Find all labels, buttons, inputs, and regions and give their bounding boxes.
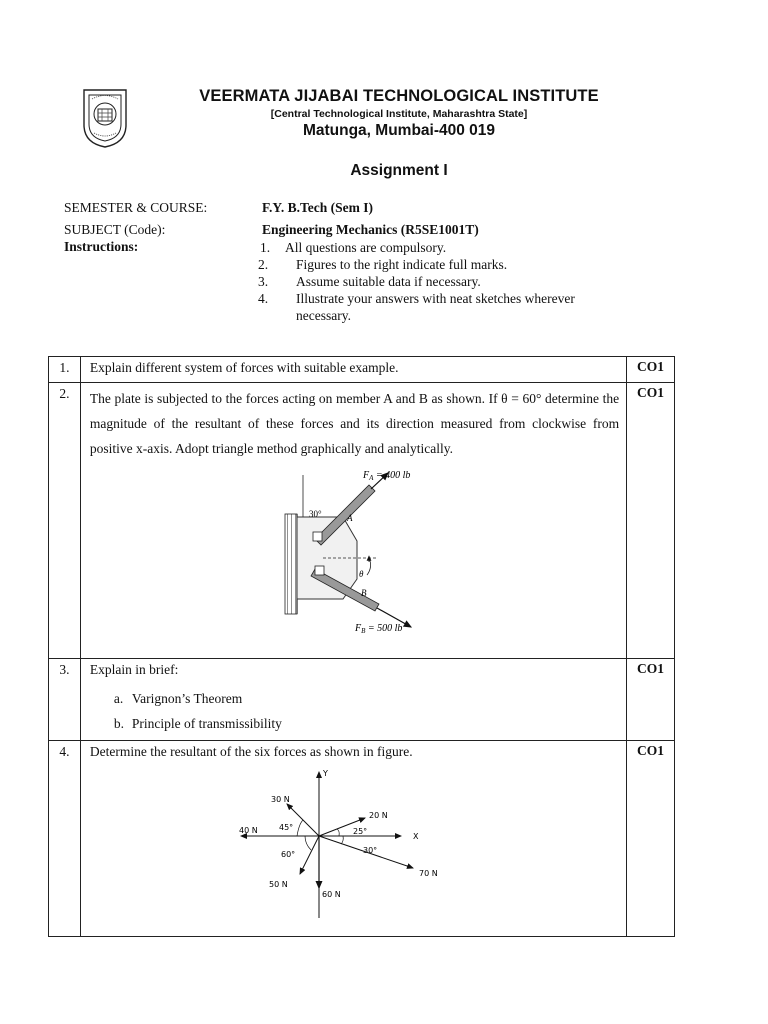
- instructions-label: Instructions:: [64, 239, 139, 254]
- member-b-label: B: [360, 588, 367, 598]
- subject-value: Engineering Mechanics (R5SE1001T): [262, 222, 479, 237]
- plate-forces-figure: [275, 469, 465, 634]
- question-number: 3.: [49, 659, 81, 741]
- angle-60-label: 60°: [280, 850, 296, 859]
- force-40n-label: 40 N: [238, 826, 258, 835]
- force-50n-label: 50 N: [268, 880, 288, 889]
- semester-value: F.Y. B.Tech (Sem I): [262, 200, 374, 215]
- assignment-title: Assignment I: [350, 162, 448, 179]
- instruction-item: [258, 239, 628, 256]
- six-forces-figure: [233, 764, 473, 924]
- force-20n-label: 20 N: [368, 811, 388, 820]
- sub-question-list: [114, 686, 619, 736]
- question-text: Determine the resultant of the six forces as shown in figure.: [89, 744, 413, 759]
- question-body: [80, 741, 626, 937]
- angle-30-label: 30°: [308, 509, 322, 519]
- course-outcome: CO1: [627, 383, 675, 659]
- theta-label: θ: [358, 569, 364, 579]
- sub-question: [114, 686, 619, 711]
- subject-label: SUBJECT (Code):: [64, 222, 166, 237]
- questions-table: [48, 356, 675, 937]
- question-row: [49, 741, 675, 937]
- question-number: 2.: [49, 383, 81, 659]
- course-outcome: CO1: [627, 741, 675, 937]
- member-a-label: A: [346, 513, 353, 523]
- sub-question-letter: b.: [113, 716, 124, 731]
- instruction-text: All questions are compulsory.: [285, 240, 447, 255]
- sub-question: [114, 711, 619, 736]
- question-number: 1.: [49, 357, 81, 383]
- course-outcome: CO1: [627, 357, 675, 383]
- instruction-item: [258, 273, 628, 290]
- institute-location: Matunga, Mumbai-400 019: [302, 122, 496, 139]
- instruction-number: 2.: [258, 257, 269, 272]
- question-row: [49, 357, 675, 383]
- instructions-list: [258, 239, 628, 324]
- institute-name: VEERMATA JIJABAI TECHNOLOGICAL INSTITUTE: [199, 87, 599, 105]
- sub-question-text: Varignon’s Theorem: [131, 691, 243, 706]
- force-60n-label: 60 N: [321, 890, 341, 899]
- force-70n-label: 70 N: [418, 869, 438, 878]
- question-text: Explain different system of forces with suitable example.: [80, 357, 626, 383]
- force-30n-label: 30 N: [270, 795, 290, 804]
- x-axis-label: X: [412, 832, 419, 841]
- question-number: 4.: [49, 741, 81, 937]
- instruction-text: Figures to the right indicate full marks.: [296, 257, 508, 272]
- instruction-item: [258, 256, 628, 273]
- sub-question-letter: a.: [113, 691, 124, 706]
- instruction-text: Assume suitable data if necessary.: [296, 274, 481, 289]
- angle-30-label: 30°: [362, 846, 378, 855]
- angle-25-label: 25°: [352, 827, 368, 836]
- instruction-text: Illustrate your answers with neat sketches wherever necessary.: [296, 291, 575, 323]
- semester-label: SEMESTER & COURSE:: [64, 200, 208, 215]
- instruction-item: [258, 290, 628, 324]
- y-axis-label: Y: [322, 769, 328, 778]
- sub-question-text: Principle of transmissibility: [131, 716, 282, 731]
- instruction-number: 1.: [260, 240, 271, 255]
- angle-45-label: 45°: [278, 823, 294, 832]
- question-body: [80, 659, 626, 741]
- question-row: [49, 659, 675, 741]
- question-text: Explain in brief:: [89, 662, 179, 677]
- force-a-label: $F_A = 400$ lb: [362, 470, 411, 482]
- instruction-number: 3.: [258, 274, 269, 289]
- question-text: The plate is subjected to the forces acting on member A and B as shown. If θ = 60° determine the magnitude of the resultant of these forces and its direction measured from clockwise from positive x-axis. Adopt triangle method graphically and analytically.: [89, 391, 620, 456]
- question-body: [80, 383, 626, 659]
- force-b-label: $F_B = 500$ lb: [354, 623, 403, 634]
- question-row: [49, 383, 675, 659]
- course-outcome: CO1: [627, 659, 675, 741]
- institute-subtitle: [Central Technological Institute, Maharashtra State]: [270, 108, 528, 120]
- instruction-number: 4.: [258, 291, 269, 306]
